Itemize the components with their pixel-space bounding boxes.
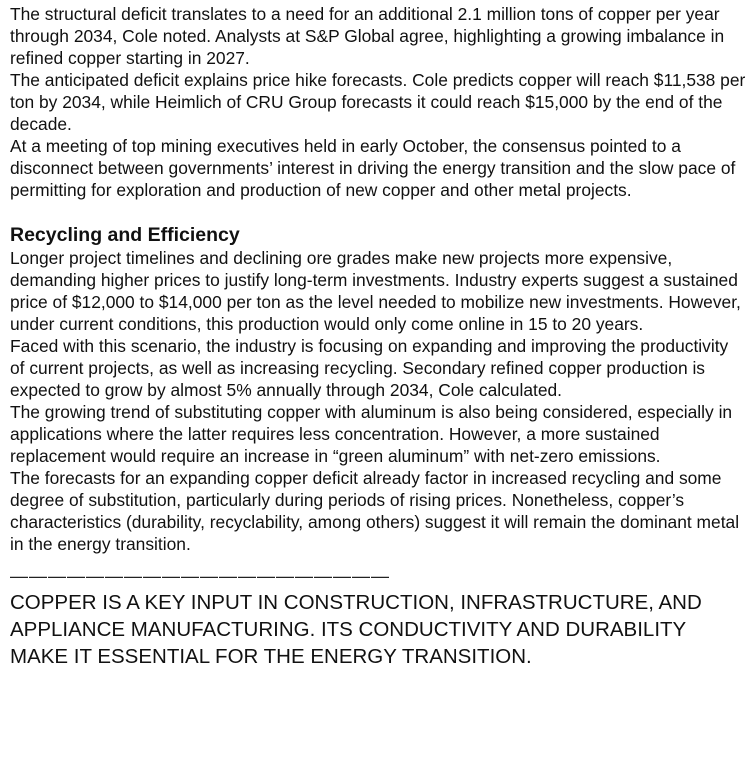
pull-quote-callout: COPPER IS A KEY INPUT IN CONSTRUCTION, INFRASTRUCTURE, AND APPLIANCE MANUFACTURING. ITS CONDUCTIVITY AND DURABILITY MAKE IT ESSENTIAL FOR THE ENERGY TRANSITION. xyxy=(10,591,702,668)
paragraph-deficit-forecasts: The forecasts for an expanding copper deficit already factor in increased recycling and some degree of substitution, particularly during periods of rising prices. Nonetheless, copper’s characteristics (durability, recyclability, among others) suggest it will remain the dominant metal in the energy transition. xyxy=(10,468,740,554)
paragraph-structural-deficit: The structural deficit translates to a need for an additional 2.1 million tons of copper per year through 2034, Cole noted. Analysts at S&P Global agree, highlighting a growing imbalance in refined copper starting in 2027. xyxy=(10,4,725,68)
paragraph-price-forecasts: The anticipated deficit explains price hike forecasts. Cole predicts copper will reach $11,538 per ton by 2034, while Heimlich of CRU Group forecasts it could reach $15,000 by the end of the decade. xyxy=(10,70,746,134)
paragraph-mining-executives-meeting: At a meeting of top mining executives held in early October, the consensus pointed to a disconnect between governments’ interest in driving the energy transition and the slow pace of permitting for exploration and production of new copper and other metal projects. xyxy=(10,136,736,200)
article-body xyxy=(10,3,746,670)
section-heading: Recycling and Efficiency xyxy=(10,224,240,246)
paragraph-industry-focus: Faced with this scenario, the industry is focusing on expanding and improving the productivity of current projects, as well as increasing recycling. Secondary refined copper production is expected to grow by almost 5% annually through 2034, Cole calculated. xyxy=(10,336,729,400)
paragraph-project-timelines: Longer project timelines and declining ore grades make new projects more expensive, demanding higher prices to justify long-term investments. Industry experts suggest a sustained price of $12,000 to $14,000 per ton as the level needed to mobilize new investments. However, under current conditions, this production would only come online in 15 to 20 years. xyxy=(10,248,741,334)
paragraph-aluminum-substitution: The growing trend of substituting copper with aluminum is also being considered, especially in applications where the latter requires less concentration. However, a more sustained replacement would require an increase in “green aluminum” with net-zero emissions. xyxy=(10,402,733,466)
divider-line: ———————————————————— xyxy=(10,566,390,586)
